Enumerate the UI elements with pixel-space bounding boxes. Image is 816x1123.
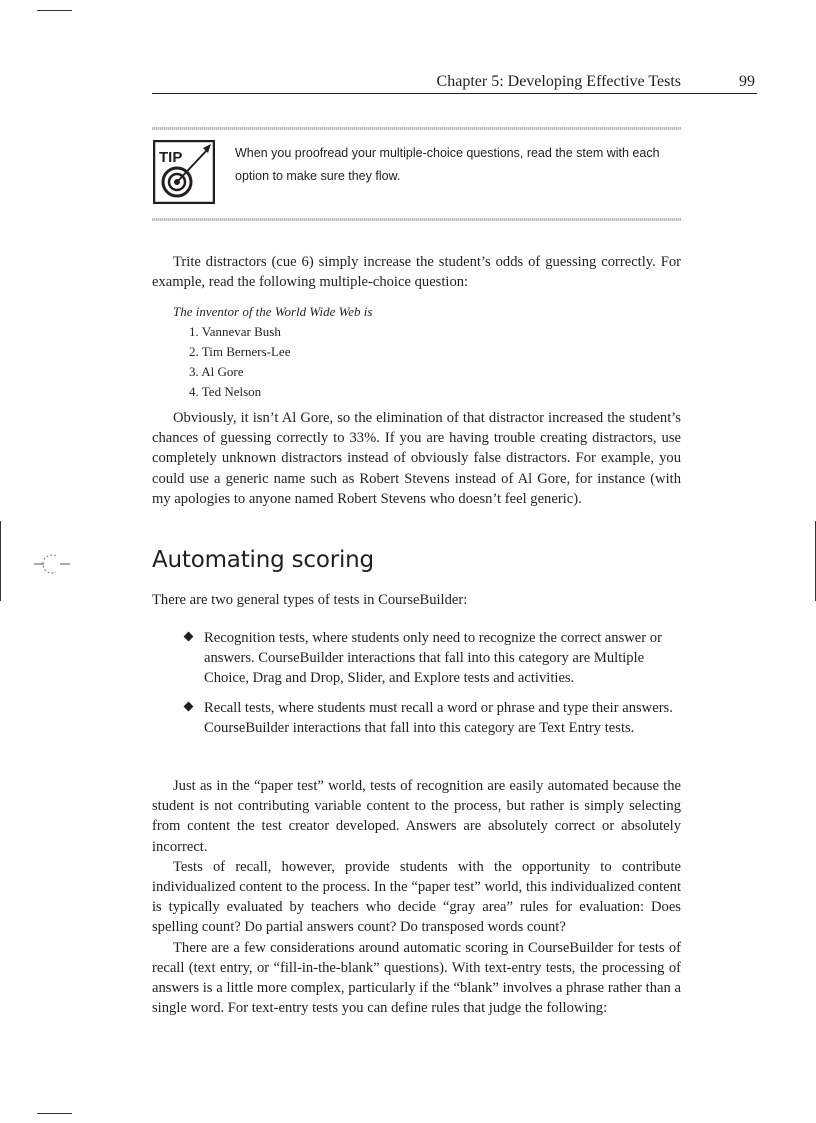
list-item-text: Recall tests, where students must recall a word or phrase and type their answers. CourseBuilder interactions that fall into this category are Text Entry tests. (204, 699, 673, 736)
crop-mark-bottom-left (37, 1113, 72, 1114)
question-option: 3. Al Gore (189, 364, 244, 379)
question-stem: The inventor of the World Wide Web is (173, 304, 373, 319)
list-item (185, 698, 681, 738)
registration-mark-icon (32, 550, 72, 578)
scoring-paragraphs (152, 776, 681, 1018)
distractor-text: Obviously, it isn’t Al Gore, so the elimination of that distractor increased the student’s chances of guessing correctly to 33%. If you are having trouble creating distractors, use completely unknown distractors instead of obviously false distractors. For example, you could use a generic name such as Robert Stevens instead of Al Gore, for instance (with my apologies to anyone named Robert Stevens who doesn’t feel generic). (152, 410, 681, 507)
page-number: 99 (739, 73, 755, 90)
section-lead-text: There are two general types of tests in CourseBuilder: (152, 592, 468, 608)
body-paragraph: Just as in the “paper test” world, tests of recognition are easily automated because the student is not contributing variable content to the process, but rather is simply selecting from content the test creator developed. Answers are absolutely correct or absolutely incorrect. (152, 778, 681, 855)
section-heading: Automating scoring (152, 547, 374, 573)
tip-target-icon (153, 140, 215, 204)
distractor-paragraph (152, 408, 681, 509)
body-paragraph: Tests of recall, however, provide students with the opportunity to contribute individualized content to the process. In the “paper test” world, this individualized content is typically evaluated by teachers who decide “gray area” rules for evaluation: Does spelling count? Do partial answers count? Do transposed words count? (152, 858, 681, 936)
list-item-text: Recognition tests, where students only need to recognize the correct answer or answers. CourseBuilder interactions that fall into this category are Multiple Choice, Drag and Drop, Slider, and Explore tests and activities. (204, 630, 662, 687)
test-types-list (185, 628, 681, 747)
diamond-bullet-icon (184, 701, 194, 711)
question-options (173, 322, 372, 402)
intro-paragraph (152, 252, 681, 292)
question-option: 4. Ted Nelson (189, 384, 262, 399)
running-head (152, 73, 757, 94)
intro-text: Trite distractors (cue 6) simply increase the student’s odds of guessing correctly. For example, read the following multiple-choice question: (152, 254, 681, 291)
example-question (173, 302, 372, 402)
tip-icon-label: TIP (159, 149, 183, 166)
tip-text: When you proofread your multiple-choice questions, read the stem with each option to make sure they flow. (235, 146, 660, 183)
section-lead-paragraph (152, 590, 681, 610)
question-option: 1. Vannevar Bush (189, 324, 281, 339)
diamond-bullet-icon (184, 632, 194, 642)
question-option: 2. Tim Berners-Lee (189, 344, 291, 359)
chapter-title: Chapter 5: Developing Effective Tests (436, 73, 681, 90)
tip-top-rule (152, 127, 681, 130)
tip-bottom-rule (152, 218, 681, 221)
tip-callout-box (153, 140, 215, 204)
crop-mark-top-left (37, 10, 72, 11)
body-paragraph: There are a few considerations around automatic scoring in CourseBuilder for tests of recall (text entry, or “fill-in-the-blank” questions). With text-entry tests, the processing of answers is a little more complex, particularly if the “blank” involves a phrase rather than a single word. For text-entry tests you can define rules that judge the following: (152, 939, 681, 1017)
list-item (185, 628, 681, 689)
crop-mark-left (0, 521, 1, 601)
